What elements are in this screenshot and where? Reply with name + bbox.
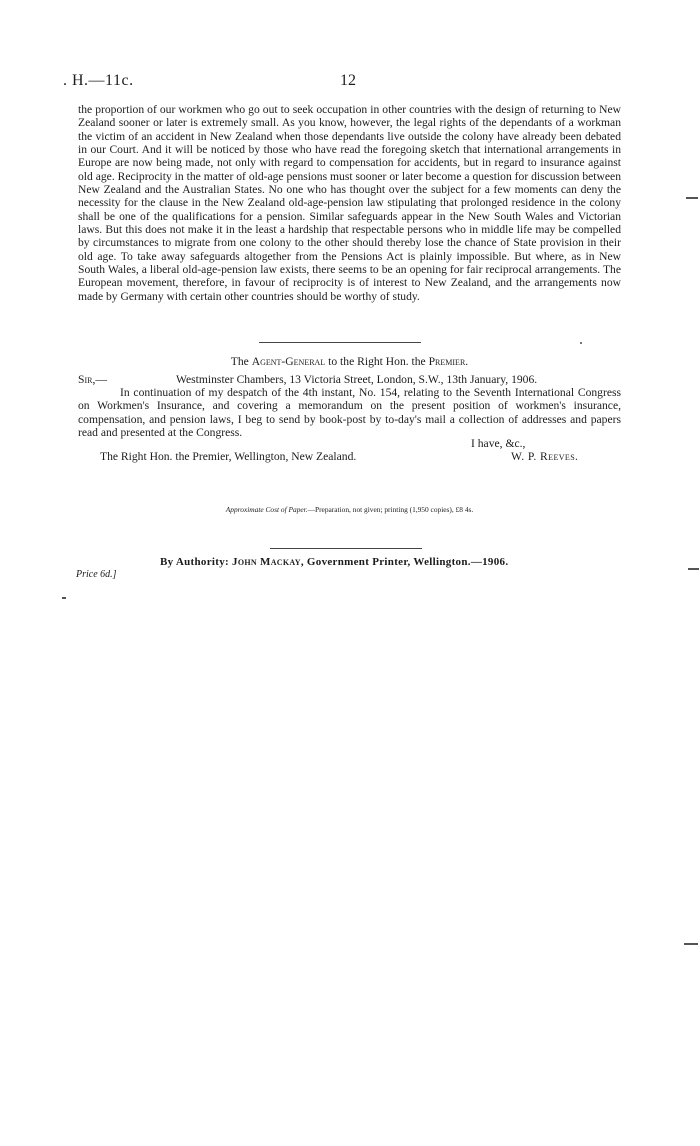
imprint-divider: [270, 548, 422, 549]
imprint-prefix: By Authority:: [160, 556, 233, 568]
letter-addressee: The Right Hon. the Premier, Wellington, New Zealand.: [100, 450, 357, 463]
letter-body: In continuation of my despatch of the 4th instant, No. 154, relating to the Seventh International Congress on Workmen's Insurance, and covering a memorandum on the present position of workmen's insurance, compensation, and pension laws, I beg to send by book-post by to-day's mail a collection of addresses and papers read and presented at the Congress.: [78, 386, 621, 440]
letter-signature: W. P. Reeves.: [511, 450, 579, 463]
letter-heading-mid: to the Right Hon. the: [325, 355, 429, 368]
price-note: Price 6d.]: [76, 569, 117, 580]
letter-heading: [78, 355, 621, 368]
print-speck: [580, 342, 582, 344]
letter-closing: I have, &c.,: [471, 437, 526, 450]
letter-heading-prefix: The: [230, 355, 252, 368]
cost-note-label: Approximate Cost of Paper.: [225, 505, 308, 514]
letter-recipient: Premier.: [428, 355, 469, 368]
letter-address: Westminster Chambers, 13 Victoria Street, London, S.W., 13th January, 1906.: [176, 373, 538, 386]
letter-sender: Agent-General: [251, 355, 326, 368]
printer-imprint: [160, 556, 508, 568]
imprint-suffix: , Government Printer, Wellington.—1906.: [300, 556, 509, 568]
margin-mark: [686, 197, 698, 199]
margin-mark: [684, 943, 698, 945]
document-reference: . H.—11c.: [63, 72, 134, 89]
cost-note-text: —Preparation, not given; printing (1,950 copies), £8 4s.: [307, 505, 474, 514]
printer-name: John Mackay: [232, 556, 301, 568]
letter-salutation: Sir,—: [78, 373, 107, 386]
margin-mark: [688, 568, 699, 570]
margin-mark: [62, 597, 66, 599]
page-number: 12: [340, 72, 356, 89]
body-paragraph: the proportion of our workmen who go out to seek occupation in other countries with the design of returning to New Zealand sooner or later is extremely small. As you know, however, the legal rights of the dependants of a workman the victim of an accident in New Zealand when those dependants live outside the colony have already been debated in our Court. And it will be noticed by those who have read the foregoing sketch that international arrangements in Europe are now being made, not only with regard to compensation for accidents, but in regard to insurance against old age. Reciprocity in the matter of old-age pensions must sooner or later become a question for discussion between New Zealand and the Australian States. No one who has thought over the subject for a few moments can deny the necessity for the clause in the New Zealand old-age-pension law stipulating that prolonged residence in the colony shall be one of the qualifications for a pension. Similar safeguards appear in the New South Wales and Victorian laws. But this does not make it in the least a hardship that respectable persons who in middle life may be compelled by circumstances to migrate from one colony to the other should thereby lose the chance of State provision in their old age. To take away safeguards altogether from the Pensions Act is plainly impossible. But where, as in New South Wales, a liberal old-age-pension law exists, there seems to be an opening for fair reciprocal arrangements. The European movement, therefore, in favour of reciprocity is of interest to New Zealand, and the arrangements now made by Germany with certain other countries should be worthy of study.: [78, 103, 621, 303]
cost-note: [78, 505, 621, 514]
section-divider: [259, 342, 421, 343]
